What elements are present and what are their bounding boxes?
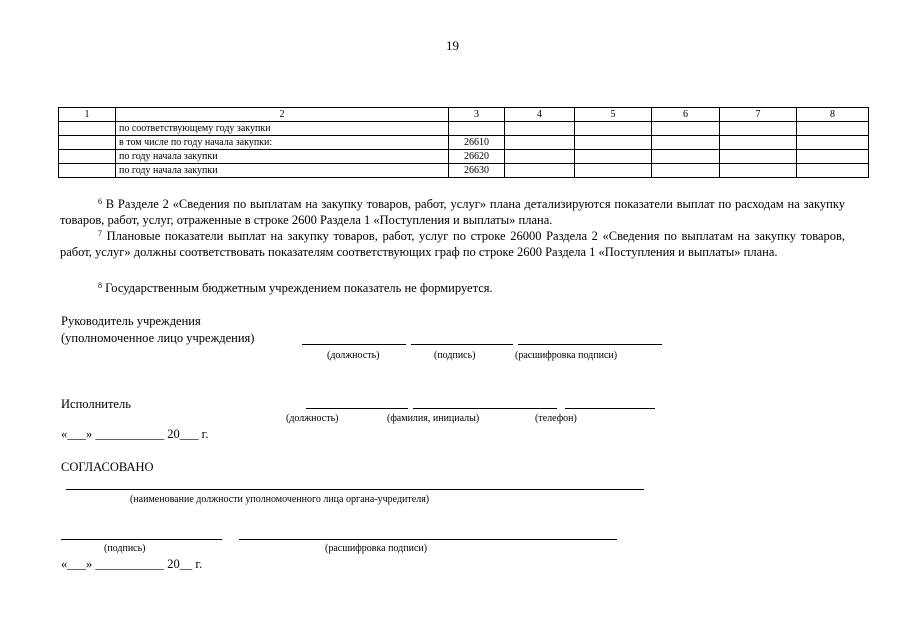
table-row — [59, 150, 869, 164]
column-header: 6 — [652, 108, 720, 122]
column-header: 7 — [720, 108, 797, 122]
column-header: 3 — [449, 108, 505, 122]
agreed-org-caption: (наименование должности уполномоченного лица органа-учредителя) — [130, 494, 430, 505]
head-signature-line — [411, 344, 513, 345]
footnote-7 — [60, 228, 845, 260]
head-title: Руководитель учреждения — [61, 314, 201, 328]
row-code: 26610 — [449, 136, 505, 150]
column-header: 8 — [797, 108, 869, 122]
head-position-caption: (должность) — [327, 350, 380, 361]
executor-phone-caption: (телефон) — [535, 413, 577, 424]
agreed-org-line — [66, 489, 644, 490]
agreed-decoding-caption: (расшифровка подписи) — [325, 543, 428, 554]
expenditure-table — [58, 107, 869, 178]
footnote-mark: 6 — [98, 197, 102, 206]
table-row — [59, 136, 869, 150]
footnote-mark: 7 — [98, 229, 102, 238]
executor-name-caption: (фамилия, инициалы) — [387, 413, 480, 424]
column-header: 5 — [575, 108, 652, 122]
table-row — [59, 122, 869, 136]
column-header: 2 — [116, 108, 449, 122]
agreed-signature-caption: (подпись) — [104, 543, 146, 554]
row-description: в том числе по году начала закупки: — [116, 136, 449, 150]
executor-position-caption: (должность) — [286, 413, 339, 424]
agreed-signature-line — [61, 539, 222, 540]
table-row — [59, 164, 869, 178]
agreed-label: СОГЛАСОВАНО — [61, 460, 154, 474]
footnote-6 — [60, 196, 845, 228]
footnote-mark: 8 — [98, 281, 102, 290]
head-decoding-line — [518, 344, 662, 345]
row-code: 26620 — [449, 150, 505, 164]
table-header-row — [59, 108, 869, 122]
footnote-text: Плановые показатели выплат на закупку товаров, работ, услуг по строке 26000 Раздела 2 «Сведения по выплатам на закупку товаров, работ, услуг» должны соответствовать показателям соответствующих граф по строке 2600 Раздела 1 «Поступления и выплаты» плана. — [60, 229, 846, 259]
row-code — [449, 122, 505, 136]
head-decoding-caption: (расшифровка подписи) — [515, 350, 618, 361]
row-code: 26630 — [449, 164, 505, 178]
row-description: по году начала закупки — [116, 150, 449, 164]
column-header: 1 — [59, 108, 116, 122]
agreed-decoding-line — [239, 539, 617, 540]
executor-phone-line — [565, 408, 655, 409]
executor-label: Исполнитель — [61, 397, 131, 411]
footnote-text: Государственным бюджетным учреждением показатель не формируется. — [105, 281, 493, 295]
page-number: 19 — [446, 38, 459, 53]
executor-date: «___» ___________ 20___ г. — [61, 427, 209, 441]
head-subtitle: (уполномоченное лицо учреждения) — [61, 331, 255, 345]
footnote-8 — [60, 280, 845, 296]
executor-name-line — [413, 408, 557, 409]
footnote-text: В Разделе 2 «Сведения по выплатам на закупку товаров, работ, услуг» плана детализируются показатели выплат по расходам на закупку товаров, работ, услуг, отраженные в строке 2600 Раздела 1 «Поступления и выплаты» плана. — [60, 197, 845, 227]
head-signature-caption: (подпись) — [434, 350, 476, 361]
agreed-date: «___» ___________ 20__ г. — [61, 557, 203, 571]
column-header: 4 — [505, 108, 575, 122]
head-position-line — [302, 344, 406, 345]
row-description: по году начала закупки — [116, 164, 449, 178]
executor-position-line — [306, 408, 408, 409]
row-description: по соответствующему году закупки — [116, 122, 449, 136]
